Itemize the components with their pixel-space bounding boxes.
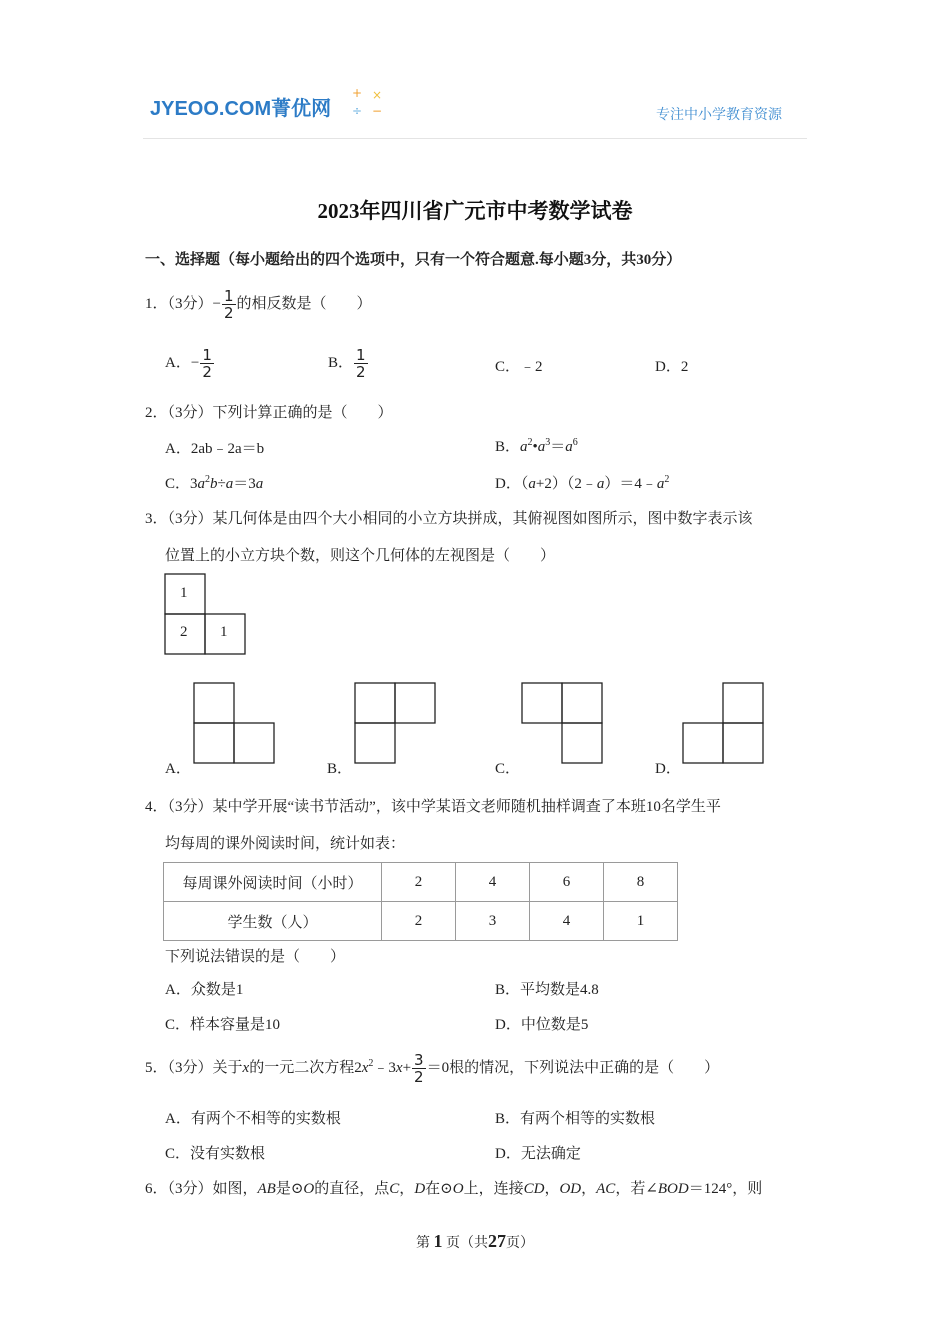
minus-mark: − xyxy=(372,104,383,118)
page-number: 1 xyxy=(433,1231,443,1251)
top-view-grid xyxy=(164,573,248,657)
header-slogan: 专注中小学教育资源 xyxy=(656,107,782,123)
q1-option-c: C．﹣2 xyxy=(495,359,543,375)
q4-option-b: B．平均数是4.8 xyxy=(495,982,599,998)
table-cell: 每周课外阅读时间（小时） xyxy=(164,863,382,902)
q5-option-c: C．没有实数根 xyxy=(165,1146,266,1162)
question-3-stem-line1: 3．（3分）某几何体是由四个大小相同的小立方块拼成，其俯视图如图所示，图中数字表示该 xyxy=(145,511,753,527)
table-cell: 4 xyxy=(456,863,530,902)
grid-number: 2 xyxy=(180,624,188,640)
plus-mark: + xyxy=(352,86,363,100)
table-cell: 1 xyxy=(604,902,678,941)
page-title: 2023年四川省广元市中考数学试卷 xyxy=(317,199,633,223)
logo-math-symbols xyxy=(350,86,386,122)
times-mark: × xyxy=(372,88,383,102)
fraction: $\frac{3}{2}$ xyxy=(414,1051,424,1086)
q3-option-d-label: D． xyxy=(655,761,681,777)
q5-option-a: A．有两个不相等的实数根 xyxy=(165,1111,341,1127)
q3-option-b-figure xyxy=(354,682,438,766)
q2-option-a: A．2ab﹣2a＝b xyxy=(165,441,265,457)
q2-option-c: C．$3a^2b\div a=3a$ xyxy=(165,474,264,492)
q4-option-d: D．中位数是5 xyxy=(495,1017,589,1033)
q2-option-d: D．$(a+2)(2﹣a)=4﹣a^2$ xyxy=(495,474,670,492)
q1-option-d: D．2 xyxy=(655,359,689,375)
question-6-stem: 6．（3分）如图，AB是⊙O的直径，点C，D在⊙O上，连接CD，OD，AC，若∠BOD＝124°，则 xyxy=(145,1181,763,1197)
table-cell: 学生数（人） xyxy=(164,902,382,941)
question-4-prompt: 下列说法错误的是（ ） xyxy=(165,949,346,965)
reading-time-table xyxy=(163,862,678,941)
table-cell: 3 xyxy=(456,902,530,941)
divide-mark: ÷ xyxy=(352,104,363,118)
question-2-stem: 2．（3分）下列计算正确的是（ ） xyxy=(145,405,393,421)
table-row xyxy=(164,863,678,902)
fraction: $\frac{1}{2}$ xyxy=(224,287,234,322)
q5-option-b: B．有两个相等的实数根 xyxy=(495,1111,656,1127)
grid-number: 1 xyxy=(220,624,228,640)
table-cell: 4 xyxy=(530,902,604,941)
table-cell: 2 xyxy=(382,902,456,941)
q1-option-b: B． $\frac{1}{2}$ xyxy=(328,346,366,381)
page-footer: 第 1 页（共27页） xyxy=(416,1231,534,1251)
q3-option-a-label: A． xyxy=(165,761,191,777)
page-total: 27 xyxy=(488,1231,506,1251)
q3-option-d-figure xyxy=(682,682,766,766)
table-cell: 8 xyxy=(604,863,678,902)
q1-option-a: A．− $\frac{1}{2}$ xyxy=(165,346,212,381)
q3-option-c-label: C． xyxy=(495,761,521,777)
q5-option-d: D．无法确定 xyxy=(495,1146,581,1162)
table-row xyxy=(164,902,678,941)
q4-option-a: A．众数是1 xyxy=(165,982,244,998)
jyeoo-logo: JYEOO.COM菁优网 xyxy=(150,98,332,120)
q4-option-c: C．样本容量是10 xyxy=(165,1017,281,1033)
q3-option-b-label: B． xyxy=(327,761,353,777)
q3-option-a-figure xyxy=(193,682,277,766)
q3-option-c-figure xyxy=(521,682,605,766)
question-3-stem-line2: 位置上的小立方块个数，则这个几何体的左视图是（ ） xyxy=(165,548,556,564)
question-1-stem: 1．（3分）− $\frac{1}{2}$ 的相反数是（ ） xyxy=(145,287,372,322)
table-cell: 6 xyxy=(530,863,604,902)
header-divider xyxy=(143,138,807,139)
section-heading: 一、选择题（每小题给出的四个选项中，只有一个符合题意.每小题3分，共30分） xyxy=(145,252,682,268)
grid-number: 1 xyxy=(180,585,188,601)
question-4-stem-line2: 均每周的课外阅读时间，统计如表： xyxy=(165,836,406,852)
table-cell: 2 xyxy=(382,863,456,902)
q2-option-b: B．$a^2•a^3=a^6$ xyxy=(495,437,578,455)
question-5-stem: 5．（3分）关于x的一元二次方程$2x^2﹣3x+$ $\frac{3}{2}$ ＝0根的情况，下列说法中正确的是（ ） xyxy=(145,1051,720,1086)
question-4-stem-line1: 4．（3分）某中学开展“读书节活动”，该中学某语文老师随机抽样调查了本班10名学生平 xyxy=(145,799,721,815)
